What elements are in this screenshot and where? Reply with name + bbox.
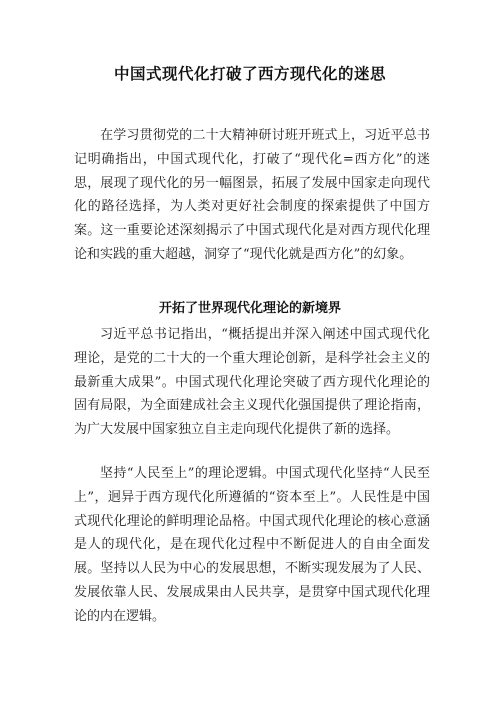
section-heading: 开拓了世界现代化理论的新境界 [158,301,341,316]
paragraph-theory: 习近平总书记指出，“概括提出并深入阐述中国式现代化理论，是党的二十大的一个重大理论创新，是科学社会主义的最新重大成果”。中国式现代化理论突破了西方现代化理论的固有局限，为全面建成社会主义现代化强国提供了理论指南，为广大发展中国家独立自主走向现代化提供了新的选择。 [74,327,430,438]
paragraph-intro: 在学习贯彻党的二十大精神研讨班开班式上，习近平总书记明确指出，中国式现代化，打破了“现代化=西方化”的迷思，展现了现代化的另一幅图景，拓展了发展中国家走向现代化的路径选择，为人类对更好社会制度的探索提供了中国方案。这一重要论述深刻揭示了中国式现代化是对西方现代化理论和实践的重大超越，洞穿了“现代化就是西方化”的幻象。 [74,128,430,262]
paragraph-people-first: 坚持“人民至上”的理论逻辑。中国式现代化坚持“人民至上”，迥异于西方现代化所遵循的“资本至上”。人民性是中国式现代化理论的鲜明理论品格。中国式现代化理论的核心意涵是人的现代化，是在现代化过程中不断促进人的自由全面发展。坚持以人民为中心的发展思想，不断实现发展为了人民、发展依靠人民、发展成果由人民共享，是贯穿中国式现代化理论的内在逻辑。 [74,466,430,624]
document-title: 中国式现代化打破了西方现代化的迷思 [113,64,386,83]
